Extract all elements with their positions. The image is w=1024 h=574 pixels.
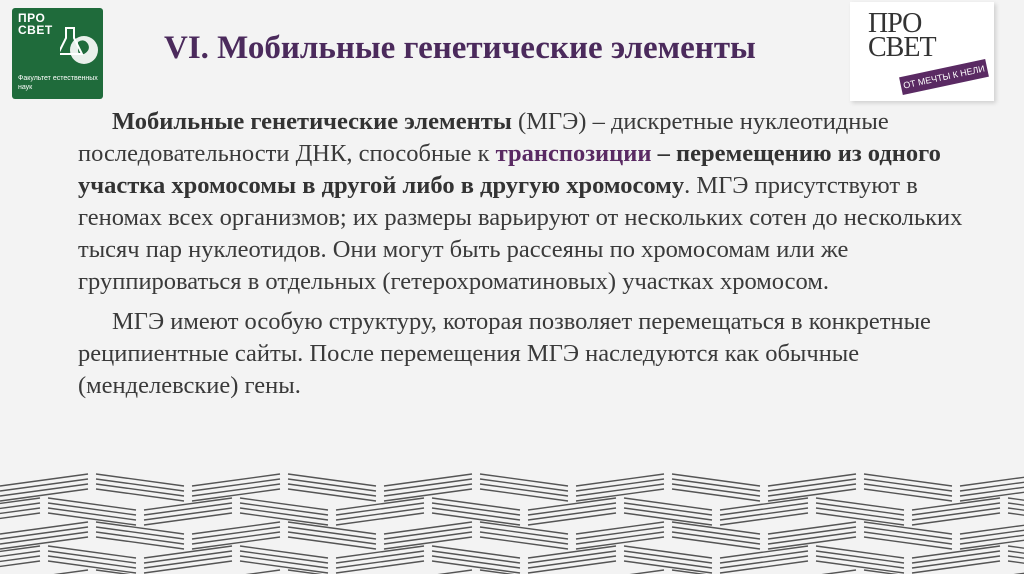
prosvet-brand-line1: ПРО	[868, 8, 922, 39]
definition-text: (МГЭ) – дискретные нуклеотидные последовательности ДНК, способные к	[78, 108, 889, 167]
definition-continuation: . МГЭ присутствуют в геномах всех организмов; их размеры варьируют от нескольких сотен до нескольких тысяч пар нуклеотидов. Они могут быть рассеяны по хромосомам или же группироваться в отдельных (гетерохроматиновых) участках хромосом.	[78, 172, 963, 295]
prosvet-ribbon: ОТ МЕЧТЫ К НЕЛИ	[899, 59, 989, 95]
transposition-definition: – перемещению из одного участка хромосомы в другой либо в другую хромосому	[78, 140, 941, 199]
definition-paragraph	[78, 106, 978, 298]
prosvet-logo	[850, 2, 994, 101]
term-bold: Мобильные генетические элементы	[112, 108, 512, 135]
faculty-logo-brand: ПРО СВЕТ	[18, 11, 53, 37]
faculty-logo-caption: Факультет естественных наук	[18, 75, 98, 91]
transposition-highlight: транспозиции	[495, 140, 652, 167]
slide-title: VI. Мобильные генетические элементы	[164, 30, 756, 66]
prosvet-brand-line2: СВЕТ	[868, 32, 936, 63]
prosvet-logo-brand	[868, 8, 948, 63]
structure-paragraph: МГЭ имеют особую структуру, которая позволяет перемещаться в конкретные реципиентные сайты. После перемещения МГЭ наследуются как обычные (менделевские) гены.	[78, 308, 931, 399]
flask-globe-icon	[60, 24, 100, 68]
faculty-logo	[12, 8, 103, 99]
slide-body	[78, 106, 978, 410]
